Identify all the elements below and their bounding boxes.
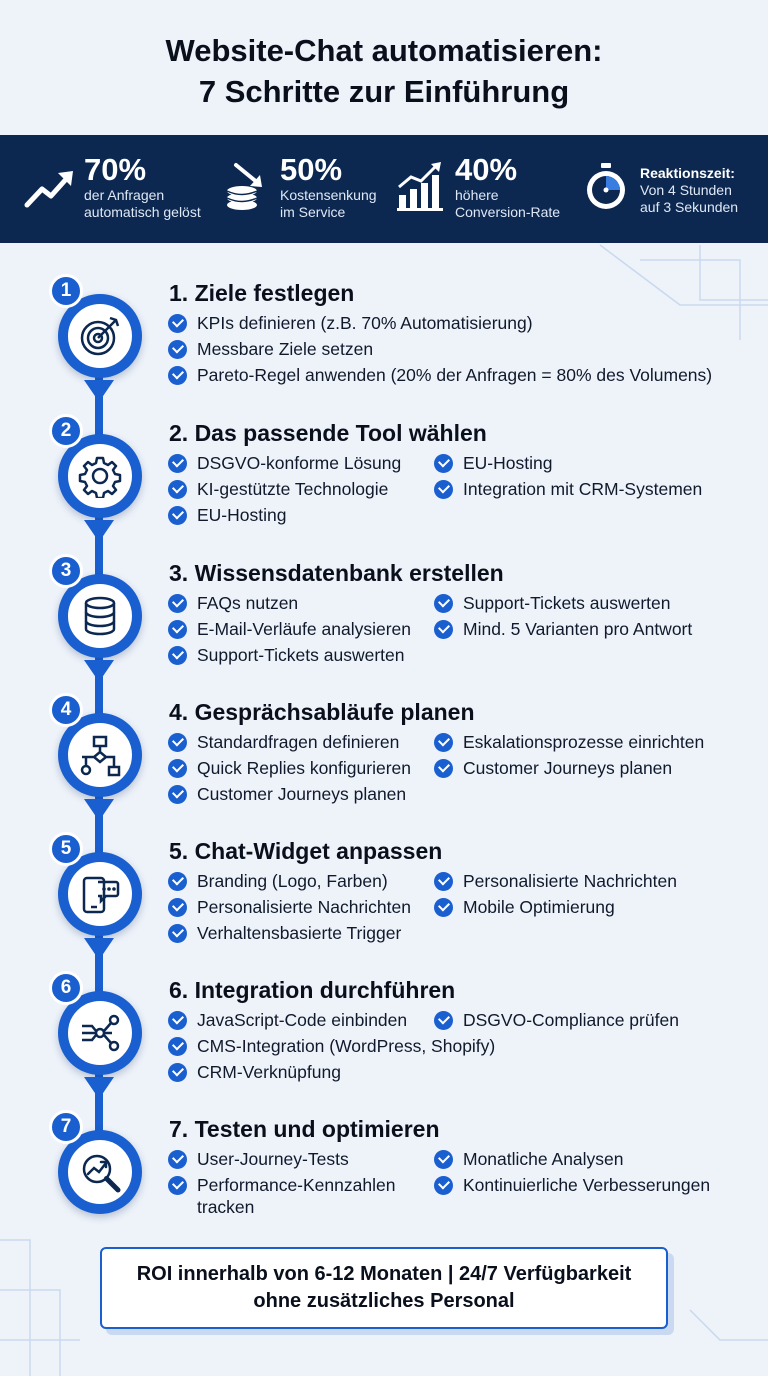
database-icon xyxy=(78,594,122,638)
check-icon xyxy=(168,620,187,639)
check-icon xyxy=(168,366,187,385)
step-title: 4. Gesprächsabläufe planen xyxy=(169,699,475,725)
coins-down-icon xyxy=(220,161,272,213)
checklist-item: Quick Replies konfigurieren xyxy=(168,757,411,779)
step-6 xyxy=(0,977,768,1125)
checklist-item: Branding (Logo, Farben) xyxy=(168,870,388,892)
checklist-item: Pareto-Regel anwenden (20% der Anfragen = 80% des Volumens) xyxy=(168,364,712,386)
checklist-item: Performance-Kennzahlen tracken xyxy=(168,1174,418,1218)
step-title: 6. Integration durchführen xyxy=(169,977,456,1003)
checklist-item: Personalisierte Nachrichten xyxy=(168,896,411,918)
checklist-item: Personalisierte Nachrichten xyxy=(434,870,677,892)
checklist-item: Support-Tickets auswerten xyxy=(168,644,405,666)
down-arrow-icon xyxy=(84,380,114,402)
analytics-search-icon xyxy=(78,1150,122,1194)
check-icon xyxy=(168,1063,187,1082)
check-icon xyxy=(434,594,453,613)
check-icon xyxy=(434,1011,453,1030)
checklist-item: Mobile Optimierung xyxy=(434,896,615,918)
check-icon xyxy=(168,759,187,778)
check-icon xyxy=(168,924,187,943)
gear-icon xyxy=(78,454,122,498)
checklist-item: KPIs definieren (z.B. 70% Automatisierung) xyxy=(168,312,533,334)
step-title: 7. Testen und optimieren xyxy=(169,1116,440,1142)
check-icon xyxy=(168,1176,187,1195)
checklist-item: Customer Journeys planen xyxy=(434,757,672,779)
checklist-item: Standardfragen definieren xyxy=(168,731,399,753)
check-icon xyxy=(168,1037,187,1056)
check-icon xyxy=(434,1176,453,1195)
checklist-item: EU-Hosting xyxy=(434,452,552,474)
check-icon xyxy=(168,646,187,665)
step-title: 2. Das passende Tool wählen xyxy=(169,420,487,446)
step-title: 3. Wissensdatenbank erstellen xyxy=(169,560,504,586)
step-number-badge: 4 xyxy=(49,693,83,727)
mobile-chat-icon xyxy=(78,872,122,916)
checklist-item: Eskalationsprozesse einrichten xyxy=(434,731,704,753)
check-icon xyxy=(168,594,187,613)
step-number-badge: 5 xyxy=(49,832,83,866)
down-arrow-icon xyxy=(84,938,114,960)
checklist-item: User-Journey-Tests xyxy=(168,1148,349,1170)
checklist-item: DSGVO-Compliance prüfen xyxy=(434,1009,679,1031)
page-title xyxy=(0,30,768,112)
checklist-item: CRM-Verknüpfung xyxy=(168,1061,341,1083)
stat-label: der Anfragen automatisch gelöst xyxy=(84,187,201,220)
bar-chart-icon xyxy=(395,161,447,213)
check-icon xyxy=(168,340,187,359)
stat-label: Von 4 Stunden auf 3 Sekunden xyxy=(640,182,739,215)
down-arrow-icon xyxy=(84,520,114,542)
checklist-item: Customer Journeys planen xyxy=(168,783,406,805)
step-4 xyxy=(0,699,768,847)
target-icon xyxy=(78,314,122,358)
step-title: 5. Chat-Widget anpassen xyxy=(169,838,443,864)
check-icon xyxy=(434,872,453,891)
stat-value: 50% xyxy=(280,152,343,187)
check-icon xyxy=(168,1150,187,1169)
step-7 xyxy=(0,1116,768,1264)
checklist-item: Mind. 5 Varianten pro Antwort xyxy=(434,618,692,640)
step-number-badge: 6 xyxy=(49,971,83,1005)
checklist-item: Support-Tickets auswerten xyxy=(434,592,671,614)
step-5 xyxy=(0,838,768,986)
roi-line-1: ROI innerhalb von 6-12 Monaten | 24/7 Verfügbarkeit xyxy=(136,1263,632,1285)
step-title: 1. Ziele festlegen xyxy=(169,280,355,306)
check-icon xyxy=(168,1011,187,1030)
trend-up-icon xyxy=(24,161,76,213)
stat-response-time xyxy=(580,153,738,216)
page-title-line-2: 7 Schritte zur Einführung xyxy=(198,74,570,109)
step-number-badge: 3 xyxy=(49,554,83,588)
page-title-line-1: Website-Chat automatisieren: xyxy=(165,33,603,68)
checklist-item: DSGVO-konforme Lösung xyxy=(168,452,401,474)
checklist-item: E-Mail-Verläufe analysieren xyxy=(168,618,411,640)
checklist-item: Monatliche Analysen xyxy=(434,1148,624,1170)
checklist-item: FAQs nutzen xyxy=(168,592,298,614)
checklist-item: CMS-Integration (WordPress, Shopify) xyxy=(168,1035,495,1057)
checklist-item: KI-gestützte Technologie xyxy=(168,478,388,500)
stat-label: höhere Conversion-Rate xyxy=(455,187,561,220)
stat-label: Kostensenkung im Service xyxy=(280,187,377,220)
stopwatch-icon xyxy=(580,161,632,213)
check-icon xyxy=(168,454,187,473)
stats-bar xyxy=(0,135,768,243)
stat-conversion xyxy=(395,153,560,221)
stat-heading: Reaktionszeit: xyxy=(640,165,735,181)
roi-line-2: ohne zusätzliches Personal xyxy=(253,1290,515,1312)
check-icon xyxy=(434,733,453,752)
step-3 xyxy=(0,560,768,708)
check-icon xyxy=(434,1150,453,1169)
stat-value: 40% xyxy=(455,152,518,187)
stat-cost xyxy=(220,153,377,221)
down-arrow-icon xyxy=(84,1077,114,1099)
step-number-badge: 7 xyxy=(49,1110,83,1144)
check-icon xyxy=(168,872,187,891)
step-number-badge: 2 xyxy=(49,414,83,448)
check-icon xyxy=(434,898,453,917)
step-number-badge: 1 xyxy=(49,274,83,308)
checklist-item: Messbare Ziele setzen xyxy=(168,338,373,360)
stat-value: 70% xyxy=(84,152,147,187)
check-icon xyxy=(168,314,187,333)
check-icon xyxy=(168,480,187,499)
step-2 xyxy=(0,420,768,568)
check-icon xyxy=(434,480,453,499)
step-1 xyxy=(0,280,768,428)
down-arrow-icon xyxy=(84,660,114,682)
checklist-item: EU-Hosting xyxy=(168,504,286,526)
roi-summary-box xyxy=(100,1247,668,1329)
stat-automation xyxy=(24,153,201,221)
checklist-item: Kontinuierliche Verbesserungen xyxy=(434,1174,710,1196)
down-arrow-icon xyxy=(84,799,114,821)
check-icon xyxy=(168,733,187,752)
check-icon xyxy=(434,454,453,473)
checklist-item: JavaScript-Code einbinden xyxy=(168,1009,407,1031)
check-icon xyxy=(434,759,453,778)
check-icon xyxy=(168,898,187,917)
checklist-item: Integration mit CRM-Systemen xyxy=(434,478,702,500)
checklist-item: Verhaltensbasierte Trigger xyxy=(168,922,401,944)
network-icon xyxy=(78,1011,122,1055)
check-icon xyxy=(434,620,453,639)
flowchart-icon xyxy=(78,733,122,777)
check-icon xyxy=(168,785,187,804)
check-icon xyxy=(168,506,187,525)
